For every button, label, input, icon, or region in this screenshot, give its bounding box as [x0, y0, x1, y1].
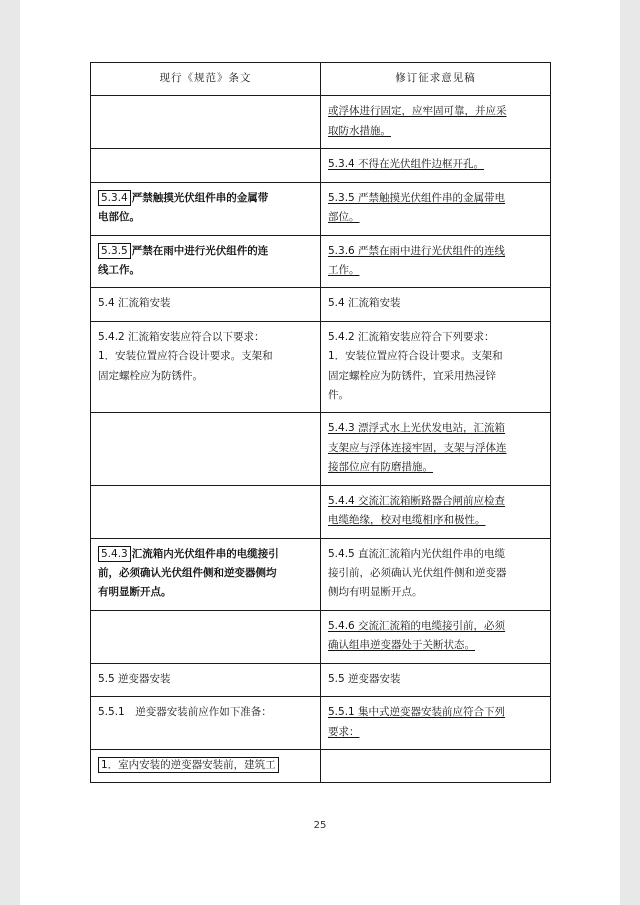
document-page	[20, 0, 620, 905]
cell-right: 5.4.2 汇流箱安装应符合下列要求： 1．安装位置应符合设计要求。支架和 固定螺栓应为防锈件，宜采用热浸锌 件。	[321, 321, 551, 413]
table-row	[91, 538, 551, 610]
cell-left: 5.4.2 汇流箱安装应符合以下要求： 1．安装位置应符合设计要求。支架和 固定螺栓应为防锈件。	[91, 321, 321, 413]
cell-right	[321, 749, 551, 782]
table-row	[91, 96, 551, 149]
table-row	[91, 749, 551, 782]
cell-right: 5.4.3 漂浮式水上光伏发电站，汇流箱 支架应与浮体连接牢固，支架与浮体连 接部位应有防磨措施。	[321, 413, 551, 485]
table-row	[91, 321, 551, 413]
table-row	[91, 235, 551, 288]
table-row	[91, 610, 551, 663]
table-row	[91, 663, 551, 696]
cell-left: 5.5 逆变器安装	[91, 663, 321, 696]
cell-left: 5.5.1 逆变器安装前应作如下准备：	[91, 697, 321, 750]
cell-left: 5.4.3 汇流箱内光伏组件串的电缆接引 前，必须确认光伏组件侧和逆变器侧均 有明显断开点。	[91, 538, 321, 610]
table-row	[91, 288, 551, 321]
cell-right: 或浮体进行固定，应牢固可靠，并应采 取防水措施。	[321, 96, 551, 149]
page-number: 25	[313, 820, 327, 831]
cell-right: 5.3.4 不得在光伏组件边框开孔。	[321, 149, 551, 182]
cell-left: 5.3.5 严禁在雨中进行光伏组件的连 线工作。	[91, 235, 321, 288]
cell-left	[91, 413, 321, 485]
cell-right: 5.4 汇流箱安装	[321, 288, 551, 321]
cell-left	[91, 749, 321, 782]
comparison-table	[90, 62, 551, 783]
cell-right: 5.3.6 严禁在雨中进行光伏组件的连线 工作。	[321, 235, 551, 288]
clause-number-box: 5.3.5	[98, 243, 131, 259]
table-row	[91, 697, 551, 750]
cell-left	[91, 610, 321, 663]
cell-left	[91, 485, 321, 538]
cell-right: 5.4.4 交流汇流箱断路器合闸前应检查 电缆绝缘，校对电缆相序和极性。	[321, 485, 551, 538]
cell-right: 5.5 逆变器安装	[321, 663, 551, 696]
cell-right: 5.4.6 交流汇流箱的电缆接引前，必须 确认组串逆变器处于关断状态。	[321, 610, 551, 663]
header-cell-current: 现行《规范》条文	[91, 63, 321, 96]
cell-left	[91, 96, 321, 149]
clause-number-box: 5.4.3	[98, 546, 131, 562]
cell-left: 5.3.4 严禁触摸光伏组件串的金属带 电部位。	[91, 182, 321, 235]
cell-right: 5.3.5 严禁触摸光伏组件串的金属带电 部位。	[321, 182, 551, 235]
clause-number-box: 5.3.4	[98, 190, 131, 206]
comparison-table-wrapper	[90, 62, 550, 783]
boxed-item-line: 1．室内安装的逆变器安装前，建筑工	[98, 757, 279, 773]
table-row	[91, 182, 551, 235]
cell-left: 5.4 汇流箱安装	[91, 288, 321, 321]
table-row	[91, 485, 551, 538]
table-row	[91, 413, 551, 485]
header-cell-revision: 修订征求意见稿	[321, 63, 551, 96]
table-row	[91, 149, 551, 182]
cell-left	[91, 149, 321, 182]
cell-right: 5.4.5 直流汇流箱内光伏组件串的电缆 接引前，必须确认光伏组件侧和逆变器 侧均有明显断开点。	[321, 538, 551, 610]
table-header-row	[91, 63, 551, 96]
cell-right: 5.5.1 集中式逆变器安装前应符合下列 要求：	[321, 697, 551, 750]
